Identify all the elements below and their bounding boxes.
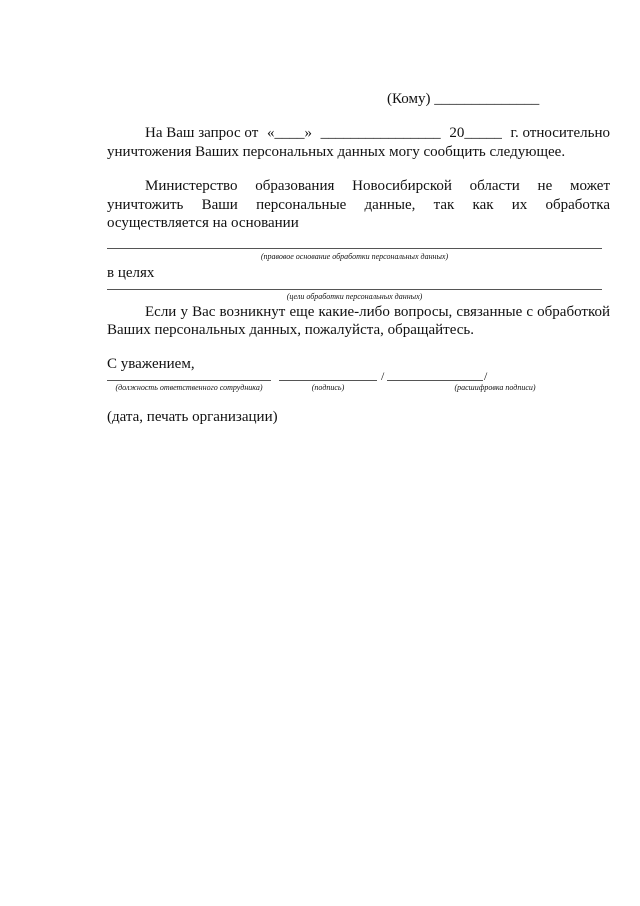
legal-basis-caption: (правовое основание обработки персональных данных) — [260, 252, 449, 261]
request-date-day: «____» — [266, 125, 312, 141]
ministry-line-1: Министерство образования Новосибирской области не может — [145, 178, 610, 194]
request-line — [145, 124, 610, 142]
purpose-label: в целях — [107, 265, 155, 281]
signature-caption: (подпись) — [311, 383, 345, 392]
date-stamp: (дата, печать организации) — [107, 409, 278, 425]
decoding-blank — [387, 380, 483, 381]
ministry-line-2: уничтожить Ваши персональные данные, так как их обработка — [107, 197, 610, 213]
request-regarding: г. относительно — [510, 125, 610, 141]
decoding-slash-close: / — [484, 369, 488, 383]
decoding-caption: (расшифровка подписи) — [454, 383, 536, 392]
ministry-line-3: осуществляется на основании — [107, 215, 299, 231]
request-line-2: уничтожения Ваших персональных данных могу сообщить следующее. — [107, 144, 566, 160]
to-blank: ______________ — [434, 91, 540, 107]
position-caption: (должность ответственного сотрудника) — [115, 383, 263, 392]
addressee-line — [387, 90, 539, 108]
request-intro: На Ваш запрос от — [145, 125, 259, 141]
purpose-caption: (цели обработки персональных данных) — [286, 292, 423, 301]
legal-basis-blank — [107, 248, 602, 249]
questions-line-2: Ваших персональных данных, пожалуйста, обращайтесь. — [107, 322, 474, 338]
to-label: (Кому) — [387, 91, 431, 107]
decoding-slash-open: / — [381, 369, 385, 383]
request-date-month: ________________ — [320, 125, 441, 141]
position-blank — [107, 380, 271, 381]
purpose-blank — [107, 289, 602, 290]
request-date-year: 20_____ — [449, 125, 502, 141]
questions-line-1: Если у Вас возникнут еще какие-либо вопросы, связанные с обработкой — [145, 304, 610, 320]
greeting: С уважением, — [107, 356, 195, 372]
signature-blank — [279, 380, 377, 381]
